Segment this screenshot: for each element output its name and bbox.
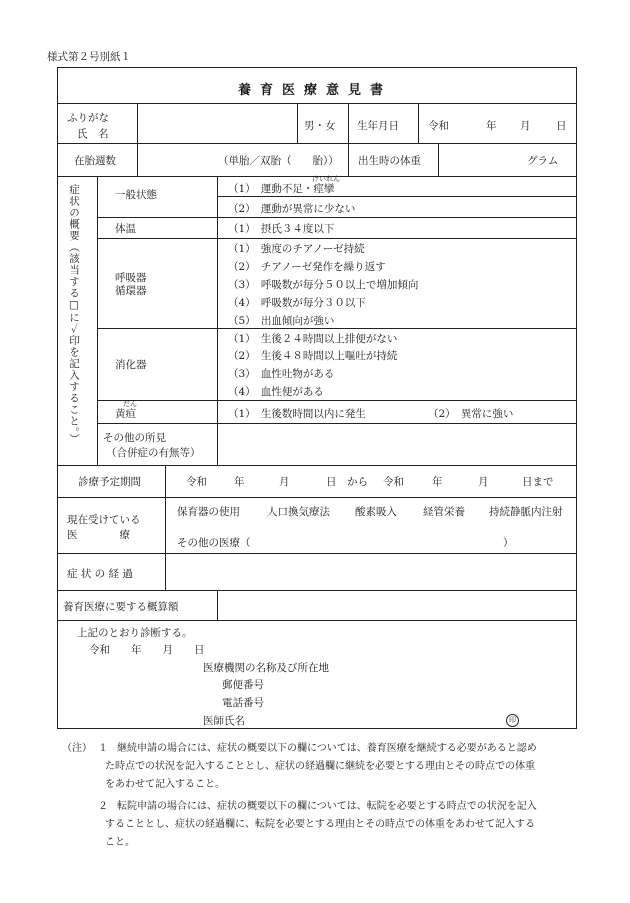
seal-mark — [506, 713, 519, 727]
birth-era: 令和 — [428, 120, 449, 132]
respiratory-item-4[interactable]: （4） 呼吸数が毎分３０以下 — [228, 297, 366, 309]
digestive-item-1[interactable]: （1） 生後２４時間以上排便がない — [228, 333, 398, 345]
period-from-month: 月 — [279, 476, 290, 488]
care-other-open: その他の医療（ — [177, 537, 251, 549]
jaundice-item-2[interactable]: （2） 異常に強い — [428, 408, 514, 420]
period-from-year: 年 — [234, 476, 245, 488]
note1-line1: 継続申請の場合には、症状の概要以下の欄については、養育医療を継続する必要があると認め — [117, 743, 537, 754]
phone-label: 電話番号 — [222, 697, 264, 709]
doctor-label: 医師氏名 — [203, 715, 245, 727]
respiratory-item-2[interactable]: （2） チアノーゼ発作を繰り返す — [228, 261, 386, 273]
period-to-day: 日まで — [522, 476, 554, 488]
care-option-oxygen[interactable]: 酸素吸入 — [355, 506, 397, 518]
respiratory-label: 呼吸器 — [115, 272, 147, 284]
respiratory-item-5[interactable]: （5） 出血傾向が強い — [228, 315, 335, 327]
period-to-month: 月 — [478, 476, 489, 488]
birth-month-unit: 月 — [520, 120, 531, 132]
other-findings-sublabel: （合併症の有無等） — [106, 447, 201, 459]
course-label: 症 状 の 経 過 — [67, 568, 133, 580]
other-findings-label: その他の所見 — [103, 432, 166, 444]
sex-selector[interactable]: 男・女 — [304, 120, 336, 132]
temperature-label: 体温 — [115, 223, 136, 235]
gestation-label: 在胎週数 — [74, 155, 116, 167]
seal-text: 印 — [506, 714, 519, 727]
gestation-detail: （単胎／双胎（ 胎）） — [218, 155, 339, 167]
respiratory-item-1[interactable]: （1） 強度のチアノーゼ持続 — [228, 243, 365, 255]
note2-number: ２ — [98, 801, 108, 812]
care-option-incubator[interactable]: 保育器の使用 — [177, 506, 240, 518]
digestive-item-2[interactable]: （2） 生後４８時間以上嘔吐が持続 — [228, 350, 398, 362]
birth-weight-unit: グラム — [527, 155, 559, 167]
care-option-ventilation[interactable]: 人口換気療法 — [267, 506, 330, 518]
digestive-item-3[interactable]: （3） 血性吐物がある — [228, 368, 335, 380]
cost-label: 養育医療に要する概算額 — [63, 601, 179, 613]
birth-year-unit: 年 — [486, 120, 497, 132]
period-from-era: 令和 — [186, 476, 207, 488]
period-to-year: 年 — [432, 476, 443, 488]
care-option-tube-feeding[interactable]: 経管栄養 — [423, 506, 465, 518]
notes-prefix: （注） — [62, 743, 92, 754]
jaundice-item-1[interactable]: （1） 生後数時間以内に発生 — [228, 408, 366, 420]
certification-date: 令和 年 月 日 — [89, 644, 205, 656]
digestive-label: 消化器 — [115, 359, 147, 371]
note2-line3: こと。 — [105, 837, 135, 848]
furigana-label: ふりがな — [67, 112, 109, 124]
current-care-label: 現在受けている — [67, 514, 141, 526]
ruby-keiren: けいれん — [312, 175, 340, 183]
note2-line1: 転院申請の場合には、症状の概要以下の欄については、転院を必要とする時点での状況を記入 — [117, 801, 537, 812]
period-from-day: 日 から — [326, 476, 368, 488]
general-item-2[interactable]: （2） 運動が異常に少ない — [228, 203, 356, 215]
birth-weight-label: 出生時の体重 — [358, 155, 421, 167]
ruby-dan: だん — [123, 400, 137, 408]
digestive-item-4[interactable]: （4） 血性便がある — [228, 386, 324, 398]
name-label: 氏 名 — [77, 128, 109, 140]
temperature-item-1[interactable]: （1） 摂氏３４度以下 — [228, 223, 335, 235]
note2-line2: することとし、症状の経過欄に、転院を必要とする理由とその時点での体重をあわせて記入する — [105, 819, 535, 830]
current-care-sublabel: 医 療 — [67, 529, 130, 541]
period-to-era: 令和 — [383, 476, 404, 488]
institution-label: 医療機関の名称及び所在地 — [203, 662, 329, 674]
birth-date-label: 生年月日 — [357, 120, 399, 132]
note1-line2: た時点での状況を記入することとし、症状の経過欄に継続を必要とする理由とその時点での体重 — [105, 761, 535, 772]
note1-number: １ — [98, 743, 108, 754]
postal-label: 郵便番号 — [222, 679, 264, 691]
page-title: 養育医療意見書 — [237, 83, 392, 98]
care-other-close: ） — [503, 537, 514, 549]
circulatory-label: 循環器 — [115, 285, 147, 297]
jaundice-label: 黄疸 — [115, 408, 136, 420]
symptoms-side-label: 症状の概要（該当する□に✓印を記入すること。） — [68, 184, 80, 445]
general-item-1[interactable]: （1） 運動不足・痙攣 — [228, 183, 335, 195]
treatment-period-label: 診療予定期間 — [78, 476, 141, 488]
certification-statement: 上記のとおり診断する。 — [77, 627, 193, 639]
care-option-iv[interactable]: 持続静脈内注射 — [489, 506, 563, 518]
form-code: 様式第２号別紙１ — [47, 51, 131, 63]
respiratory-item-3[interactable]: （3） 呼吸数が毎分５０以上で増加傾向 — [228, 279, 419, 291]
birth-day-unit: 日 — [556, 120, 567, 132]
note1-line3: をあわせて記入すること。 — [105, 779, 225, 790]
general-state-label: 一般状態 — [115, 189, 157, 201]
